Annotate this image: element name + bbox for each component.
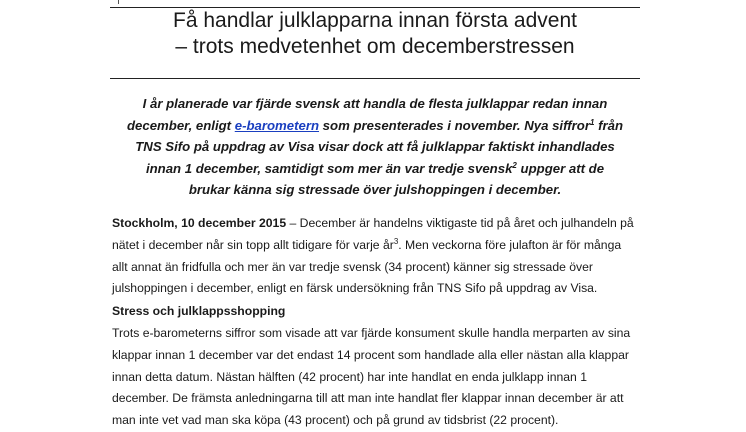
lead-line: brukar känna sig stressade över julshoppingen i december.: [188, 182, 562, 198]
headline-line-1: Få handlar julklapparna innan första advent: [173, 9, 577, 32]
dateline: Stockholm, 10 december 2015: [112, 216, 287, 230]
footnote-marker-1: 1: [589, 117, 595, 127]
lead-text: från: [594, 117, 623, 133]
body-line: julshoppingen i december, enligt en färsk undersökning från TNS Sifo på uppdrag av Visa.: [112, 281, 598, 296]
lead-text: innan 1 december, samtidigt som mer än var tredje svensk: [145, 160, 513, 176]
headline-line-2: – trots medvetenhet om decemberstressen: [175, 35, 575, 58]
lead-line: TNS Sifo på uppdrag av Visa visar dock att få julklappar faktiskt inhandlades: [135, 139, 615, 155]
body-line: Trots e-barometerns siffror som visade att var fjärde konsument skulle handla merparten av sina: [112, 326, 631, 340]
footnote-marker-2: 2: [512, 160, 517, 170]
body-line: allt annat än fridfulla och mer än var tredje svensk (34 procent) känner sig stressade över: [112, 259, 593, 274]
lead-line: I år planerade var fjärde svensk att handla de flesta julklappar redan innan: [142, 96, 608, 111]
body-line: [112, 235, 642, 257]
body-text: . Men veckorna före julafton är för många: [398, 237, 622, 252]
lead-text: december, enligt: [127, 117, 235, 133]
body-line: december. De främsta anledningarna till att man inte handlat fler klappar innan december är att: [112, 391, 624, 406]
lead-line: [112, 158, 638, 180]
section-heading: Stress och julklappsshopping: [112, 304, 286, 318]
title-bottom-rule: [110, 78, 640, 79]
body-paragraph-2: [112, 323, 642, 432]
footnote-marker-3: 3: [393, 236, 399, 246]
body-line: innan detta datum. Nästan hälften (42 procent) har inte handlat en enda julklapp innan 1: [112, 369, 587, 384]
lead-text: som presenterades i november. Nya siffror: [319, 117, 590, 133]
body-paragraph-1: [112, 213, 642, 300]
e-barometern-link[interactable]: e-barometern: [234, 117, 320, 133]
lead-paragraph: [112, 93, 638, 201]
body-text: – December är handelns viktigaste tid på året och julhandeln på: [286, 216, 634, 230]
headline: [110, 8, 640, 60]
lead-line: [112, 115, 638, 137]
body-line: [112, 213, 642, 235]
body-line: klappar innan 1 december var det endast 14 procent som handlade alla eller nästan alla klappar: [112, 347, 629, 362]
body-text: nätet i december når sin topp allt tidigare för varje år: [112, 237, 394, 252]
body-line: man inte vet vad man ska köpa (43 procent) och på grund av tidsbrist (22 procent).: [112, 413, 559, 428]
top-rule-mark: [118, 0, 119, 4]
lead-text: uppger att de: [516, 160, 605, 176]
